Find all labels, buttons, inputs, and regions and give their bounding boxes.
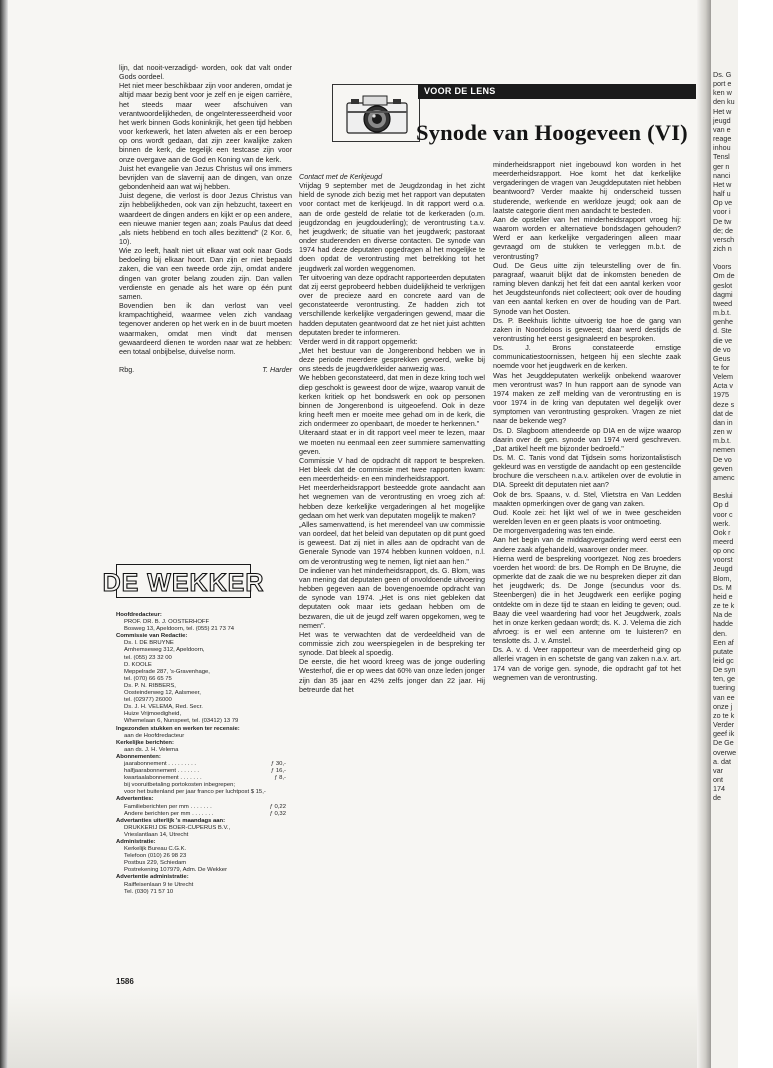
fragment-line: overwe (713, 747, 737, 757)
masthead-colophon (102, 564, 288, 964)
colophon-heading: Kerkelijke berichten: (116, 739, 174, 746)
paragraph: Ter uitvoering van deze opdracht rapporteerden deputaten dat zij eerst geprobeerd hebben duidelijkheid te verkrijgen over de precieze aard en concrete aard van de geconstateerde verontrusting. Ze hadden zich tot verschillende kerkelijke vergaderingen gewend, maar die hadden deputaten geantwoord dat ze het niet juist achtten deputaten breder te informeren. (299, 272, 485, 337)
fragment-line: werk. (713, 518, 731, 528)
article-column-2 (493, 160, 681, 982)
paragraph: Juist degene, die verlost is door Jezus Christus van zijn hebbelijkheden, ook van zijn hebzucht, taxeert en waardeert de dingen anders en kijkt er op een andere, een nieuwe manier tegen aan; zoals Paulus dat deed „als niets hebbend en toch alles bezittend" (2 Kor. 6, 10). (119, 191, 292, 246)
paragraph: Vrijdag 9 september met de Jeugdzondag in het zicht hield de synode zich bezig met het rapport van deputaten voor contact met de kerkjeugd. In dit rapport werd o.a. aan de orde gesteld de relatie tot de kerkeraden (o.m. jeugdzondag en jeugdouderling); de verontrusting t.a.v. het jeugdwerk; de situatie van het jeugdwerk; pastoraat onder studerenden en diverse contacten. De synode van 1974 had deze deputaten opgedragen al het mogelijke te doen opdat de verontrusting met betrekking tot het jeugdwerk zal worden weggenomen. (299, 181, 485, 273)
fragment-line: den. (713, 628, 727, 638)
paragraph: Ds. J. Brons constateerde ernstige communicatiestoornissen, hetgeen hij een slechte zaak noemde voor het jeugdwerk en de kerken. (493, 343, 681, 371)
fragment-line: geven (713, 463, 733, 473)
colophon-line: tel. (055) 23 32 00 (124, 654, 172, 661)
paragraph: Oud. Koole zei: het lijkt wel of we in twee gescheiden werelden leven en er geen plaats is voor ontmoeting. (493, 507, 681, 527)
colophon-line: Postrekening 107979, Adm. De Wekker (124, 867, 228, 874)
colophon-list (116, 612, 288, 896)
next-page-edge (711, 0, 738, 1068)
colophon-line: Raiffeisenlaan 9 te Utrecht (124, 881, 194, 888)
fragment-line: deze s (713, 399, 735, 409)
colophon-price-row (116, 811, 288, 818)
paragraph: De eerste, die het woord kreeg was de jonge ouderling Westerhof, die er op wees dat 60% van onze leden jonger zijn dan 35 jaar en 42% zelfs jonger dan 22 jaar. Hij betreurde dat het (299, 657, 485, 694)
colophon-line: Ds. P. N. RIBBERS, (124, 682, 176, 689)
fragment-line: De vo (713, 454, 732, 464)
colophon-heading: Advertentie administratie: (116, 874, 189, 881)
paragraph: Uiteraard staat er in dit rapport veel meer te lezen, maar we moeten nu eenmaal een zeer summiere samenvatting geven. (299, 428, 485, 456)
fragment-line: ten, ge (713, 674, 735, 684)
fragment-line: d. Ste (713, 326, 732, 336)
fragment-line: die ve (713, 335, 733, 345)
fragment-line: geef ik (713, 729, 735, 739)
fragment-line: leid gc (713, 656, 734, 665)
fragment-line: ger n (713, 161, 730, 171)
paragraph: Ds. A. v. d. Veer rapporteur van de meerderheid ging op allerlei vragen in en schetste de gang van zaken n.a.v. art. 174 van de vorige gen. synode, die opdracht gaf tot het wegnemen van de verontrusting. (493, 645, 681, 682)
fragment-line: voor i (713, 207, 731, 217)
scan-edge-left (0, 0, 8, 1068)
fragment-line: m.b.t. (713, 436, 731, 446)
fragment-line: Tensl (713, 152, 730, 162)
fragment-line: Velem (713, 372, 733, 382)
colophon-line: PROF. DR. B. J. OOSTERHOFF (124, 619, 210, 626)
article-title: Synode van Hoogeveen (VI) (416, 120, 688, 145)
paragraph: lijn, dat nooit-verzadigd- worden, ook dat valt onder Gods oordeel. (119, 63, 292, 82)
paragraph: De morgenvergadering was ten einde. (493, 526, 615, 536)
paragraph: We hebben geconstateerd, dat men in deze kring toch wel diep geschokt is geweest door de wijze, waarop vanuit de kerken kritiek op het bondswerk en ook op personen binnen de Jongerenbond is uitgeoefend. Ook in deze kring heeft men er moeite mee gehad om in de kerk, die zich ondermeer zo openbaart, de moeder te herkennen." (299, 373, 485, 429)
paragraph: Oud. De Geus uitte zijn teleurstelling over de fin. paragraaf, waaruit blijkt dat de inkomsten beneden de raming bleven dankzij het feit dat een aantal kerken voor het Jeugdsteunfonds niet collecteert; ook over de houding van een aantal kerken en over de houding van de Part. Synode van het Oosten. (493, 260, 681, 316)
fragment-line: dagmi (713, 289, 733, 299)
fragment-line: de; de (713, 225, 733, 235)
fragment-line: Blom, (713, 573, 732, 583)
colophon-line: DRUKKERIJ DE BOER-CUPERUS B.V., (124, 824, 231, 831)
paragraph: Ook de brs. Spaans, v. d. Stel, Vlietstra en Van Ledden maakten opmerkingen over de gang van zaken. (493, 489, 681, 508)
price-label: kwartaalabonnement . . . . . . . (124, 775, 202, 782)
paragraph: Ds. D. Slagboom attendeerde op DIA en de wijze waarop daarin over de gen. synode van 1974 werd geschreven. „Dat artikel heeft me bijzonder bedroefd." (493, 425, 681, 453)
paragraph: De indiener van het minderheidsrapport, ds. G. Blom, was van mening dat deputaten geen of onvoldoende uitvoering hebben gegeven aan de bovengenoemde opdracht van de synode van 1974. „Het is ons niet gebleken dat deputaten ook maar iets gedaan hebben om de bezwaren, die uit de jeugd zelf waren opgekomen, weg te nemen". (299, 565, 485, 630)
paragraph: Ds. P. Beekhuis lichtte uitvoerig toe hoe de gang van zaken in Noordeloos is geweest; daar werd destijds de verontrusting het eerst gesignaleerd en besproken. (493, 315, 681, 343)
fragment-line: Ook r (713, 527, 731, 537)
fragment-line: tweed (713, 298, 733, 308)
fragment-line: De Ge (713, 738, 734, 748)
fragment-line: Geus (713, 353, 731, 363)
fragment-line: Het w (713, 179, 732, 189)
wekker-logo (102, 564, 265, 598)
page-number: 1586 (116, 977, 134, 986)
price-label: jaarabonnement . . . . . . . . . (124, 760, 197, 767)
price-value: ƒ 0,22 (269, 803, 286, 810)
paragraph: Wie zo leeft, haalt niet uit elkaar wat ook naar Gods bedoeling bij elkaar hoort. Dan zijn er niet bepaald zaken, die van een tweede orde zijn, omdat andere dingen van groter belang zouden zijn. Dan vallen verdienste en genade als het ware op één punt samen. (119, 246, 292, 301)
colophon-line: Oosteinderweg 12, Aalsmeer, (124, 690, 201, 697)
fragment-line: reage (713, 134, 732, 144)
fragment-line: nemen (713, 445, 735, 455)
paragraph: Was het Jeugddeputaten werkelijk onbekend waarover men verontrust was? In hun rapport aan de synode van 1974 maken ze zelf melding van de verontrusting en is voor 1974 in de kring van deputaten wel degelijk over symptomen van verontrusting gesproken. Vragen ze niet naar de bekende weg? (493, 370, 681, 426)
fragment-line: zich n (713, 243, 732, 253)
fragment-line: voorst (713, 555, 733, 565)
fragment-line: den ku (713, 97, 735, 107)
book-gutter (697, 0, 711, 1068)
price-label: halfjaarabonnement . . . . . . . (124, 768, 199, 775)
fragment-line (713, 253, 773, 262)
fragment-line: zen w (713, 427, 732, 437)
colophon-heading: Advertenties: (116, 796, 154, 803)
colophon-price-row (116, 761, 288, 768)
colophon-line: Ds. I. DE BRUYNE (124, 640, 174, 647)
colophon-line: Meppelrade 287, 's-Gravenhage, (124, 668, 210, 675)
fragment-line: Beslui (713, 491, 733, 501)
colophon-heading: Ingezonden stukken en werken ter recensie: (116, 725, 240, 732)
fragment-line: meerd (713, 536, 734, 546)
colophon-line: Bosweg 13, Apeldoorn, tel. (055) 21 73 74 (124, 626, 235, 633)
colophon-price-row (116, 768, 288, 775)
rubric-banner: VOOR DE LENS (418, 84, 696, 99)
paragraph: Bovendien ben ik dan verlost van veel krampachtigheid, waarmee velen zich vandaag tegenover anderen op het werk en in de buurt moeten waarmaken, omdat men vindt dat mensen gewaardeerd dienen te worden naar wat ze hebben: een totaal onbijbelse, duivelse norm. (119, 301, 292, 356)
fragment-line: onze j (713, 701, 733, 711)
fragment-line: De tw (713, 216, 732, 226)
fragment-line: half u (713, 189, 731, 199)
colophon-line: D. KOOLE (124, 661, 152, 668)
fragment-line: te for (713, 363, 730, 372)
fragment-line: Om de (713, 271, 735, 281)
price-value: ƒ 8,- (274, 775, 286, 782)
fragment-line: 1975 (713, 390, 729, 400)
fragment-line: var (713, 765, 723, 775)
paragraph: „Alles samenvattend, is het merendeel van uw commissie van oordeel, dat het beleid van deputaten op dit punt goed is geweest. Dat zij niet in alles aan de opdracht van de Generale Synode van 1974 hebben kunnen voldoen, n.l. om de verontrusting weg te nemen, ligt niet aan hen." (299, 519, 485, 566)
camera-icon (332, 84, 420, 142)
price-label: Familieberichten per mm . . . . . . . (124, 803, 212, 810)
colophon-heading: Administratie: (116, 839, 156, 845)
article-header (320, 84, 696, 164)
colophon-line: Tel. (030) 71 57 10 (124, 888, 174, 895)
colophon-line: aan ds. J. H. Velema (124, 746, 179, 753)
fragment-line: genhe (713, 317, 733, 327)
next-page-text-fragment (713, 70, 773, 803)
fragment-line: Op ve (713, 198, 733, 208)
paragraph: Verder werd in dit rapport opgemerkt: (299, 336, 418, 346)
fragment-line: Verder (713, 720, 735, 730)
paragraph: Hierna werd de bespreking voortgezet. Nog zes broeders voerden het woord: de brs. De Romph en De Bruyne, die opmerkte dat de zaak die we nu bespreken dieper zit dan het jeugdwerk; ds. De Jonge (secundus voor ds. Steenbergen) die in het Jeugdwerk een eerlijke poging ontdekte om in deze tijd te staan en leiding te geven; oud. Baay die veel waardering had voor het Jeugdwerk, zoals het in onze kerken gedaan wordt; ds. K. J. Velema die zich afvroeg: is er wel een antenne om te luisteren? en tenslotte ds. J. v. Amstel. (493, 553, 681, 646)
fragment-line: putate (713, 646, 733, 656)
price-value: ƒ 0,32 (269, 810, 286, 817)
colophon-line: Telefoon (010) 26 98 23 (124, 853, 187, 860)
fragment-line: zo te k (713, 710, 735, 720)
paragraph: Aan het begin van de middagvergadering werd eerst een andere zaak afgehandeld, waarover onder meer. (493, 535, 681, 554)
colophon-line: Postbus 229, Schiedam (124, 860, 187, 867)
fragment-line: de vo (713, 344, 731, 354)
section-subheading: Contact met de Kerkjeugd (299, 172, 383, 181)
signature-line (119, 365, 292, 374)
colophon-line: tel. (02977) 26000 (124, 697, 172, 704)
colophon-line: Whemelaan 6, Nunspeet, tel. (03412) 13 79 (124, 718, 239, 725)
paragraph: Ds. M. C. Tanis vond dat Tijdsein soms horizontalistisch gekleurd was en verstigde de aandacht op een gestencilde brochure die verscheen n.a.v. artikelen over de evolutie in DIA. Spreekt dit deputaten niet aan? (493, 453, 681, 490)
fragment-line: op onc (713, 546, 735, 556)
fragment-line: 174 (713, 784, 725, 794)
signature-author: T. Harder (262, 365, 292, 374)
fragment-line: m.b.t. (713, 308, 731, 318)
price-label: Andere berichten per mm . . . . . . . (124, 810, 214, 817)
paragraph: minderheidsrapport niet ingebouwd kon worden in het meerderheidsrapport. Hoe komt het dat kerkelijke vergaderingen de vragen van Jeugddeputaten niet hebben beantwoord? Verder maakte hij onderscheid tussen studerende, werkende en werkloze jeugd; ook aan de laatste categorie dient men aandacht te besteden. (493, 160, 681, 215)
article-column-1 (299, 172, 485, 982)
colophon-price-row (116, 775, 288, 782)
paragraph: Commissie V had de opdracht dit rapport te bespreken. Het bleek dat de commissie met twee rapporten kwam: een meerderheids- en een minderheidsrapport. (299, 455, 485, 484)
colophon-line: aan de Hoofdredacteur (124, 732, 185, 739)
paragraph: Het was te verwachten dat de verdeeldheid van de commissie zich zou weerspiegelen in de bespreking ter synode. Dat bleek al spoedig. (299, 629, 485, 658)
colophon-heading: Abonnementen: (116, 753, 161, 760)
fragment-line: heid e (713, 591, 733, 601)
fragment-line: Na de (713, 610, 733, 620)
colophon-price-row (116, 804, 288, 811)
fragment-line: ze te k (713, 601, 735, 611)
price-value: ƒ 16,- (270, 768, 286, 775)
colophon-line: Huize Vrijmoedigheid, (124, 711, 182, 718)
colophon-line: voor het buitenland per jaar franco per luchtpost $ 15,- (124, 789, 266, 796)
fragment-line: dan in (713, 417, 733, 427)
fragment-line: inhou (713, 143, 731, 153)
colophon-line: Kerkelijk Bureau C.G.K. (124, 846, 187, 853)
price-value: ƒ 30,- (270, 760, 286, 767)
signature-place: Rbg. (119, 365, 135, 374)
fragment-line: van e (713, 124, 731, 134)
paragraph: Juist het evangelie van Jezus Christus wil ons immers bevrijden van de slavernij aan de dingen, van onze gebondenheid aan wat wij hebben. (119, 163, 292, 192)
fragment-line: Ds. M (713, 582, 732, 592)
fragment-line: jeugd (713, 115, 731, 125)
fragment-line: dat de (713, 408, 733, 418)
fragment-line (713, 482, 773, 491)
fragment-line: tuering (713, 683, 735, 693)
left-article-column (119, 63, 292, 493)
fragment-line: amenc (713, 472, 735, 482)
paragraph: Het niet meer beschikbaar zijn voor anderen, omdat je altijd maar bezig bent voor je zelf en je eigen carrière, het steeds maar weer afschuiven van verantwoordelijkheden, de ongeïnteresseerdheid voor het werk binnen Gods koninkrijk, het geen tijd hebben voor kerkewerk, het laten afweten als er een beroep op ons wordt gedaan, dat zijn zeer kwalijke zaken binnen de kerk, die tegelijk een testcase zijn voor onze overgave aan de God en Koning van de kerk. (119, 81, 292, 164)
colophon-line: Arnhemseweg 312, Apeldoorn, (124, 647, 205, 654)
fragment-line: versch (713, 234, 735, 244)
colophon-heading: Advertanties uiterlijk 's maandags aan: (116, 817, 226, 824)
fragment-line: hadde (713, 619, 733, 629)
fragment-line: ken w (713, 88, 732, 98)
colophon-line: bij vooruitbetaling portokosten inbegrepen; (124, 782, 236, 789)
wekker-logo-text: DE WEKKER (102, 569, 265, 597)
colophon-heading: Commissie van Redactie: (116, 633, 188, 640)
fragment-line: ont (713, 775, 723, 785)
page-bottom-shade (8, 985, 698, 1068)
fragment-line: De syn (713, 665, 736, 675)
fragment-line: geslot (713, 280, 733, 290)
fragment-line: a. dat (713, 756, 731, 766)
fragment-line: Het w (713, 106, 732, 116)
fragment-line: Jeugd (713, 564, 733, 574)
fragment-line: van ee (713, 692, 735, 702)
paragraph: „Met het bestuur van de Jongerenbond hebben we in deze periode meerdere gesprekken gevoerd, welke bij ons steeds de jeugdwerkleider aanwezig was. (299, 345, 485, 374)
fragment-line: de (713, 793, 721, 803)
fragment-line: Acta v (713, 381, 733, 391)
fragment-line: Een af (713, 637, 734, 647)
fragment-line: Voors (713, 262, 732, 272)
fragment-line: nanci (713, 170, 731, 180)
colophon-line: tel. (070) 66 65 75 (124, 675, 172, 682)
fragment-line: Ds. G (713, 70, 732, 79)
colophon-heading: Hoofdredacteur: (116, 612, 162, 618)
paragraph: Aan de opsteller van het minderheidsrapport vroeg hij: waarom worden er alternatieve bondsdagen gehouden? Werd er aan kerkelijke vergaderingen alleen maar gevraagd om de stukken te verleggen m.b.t. de verontrusting? (493, 214, 681, 261)
fragment-line: port e (713, 79, 732, 89)
fragment-line: voor c (713, 509, 733, 519)
colophon-line: Ds. J. H. VELEMA, Red. Secr. (124, 704, 203, 711)
paragraph: Het meerderheidsrapport besteedde grote aandacht aan het wegnemen van de verontrusting en vroeg zich af: hebben deze kerkelijke vergaderingen al het mogelijke gedaan om het werk van deputaten mogelijk te maken? (299, 483, 485, 520)
fragment-line: Op d (713, 500, 729, 510)
colophon-line: Vrieslantlaan 14, Utrecht (124, 831, 189, 838)
